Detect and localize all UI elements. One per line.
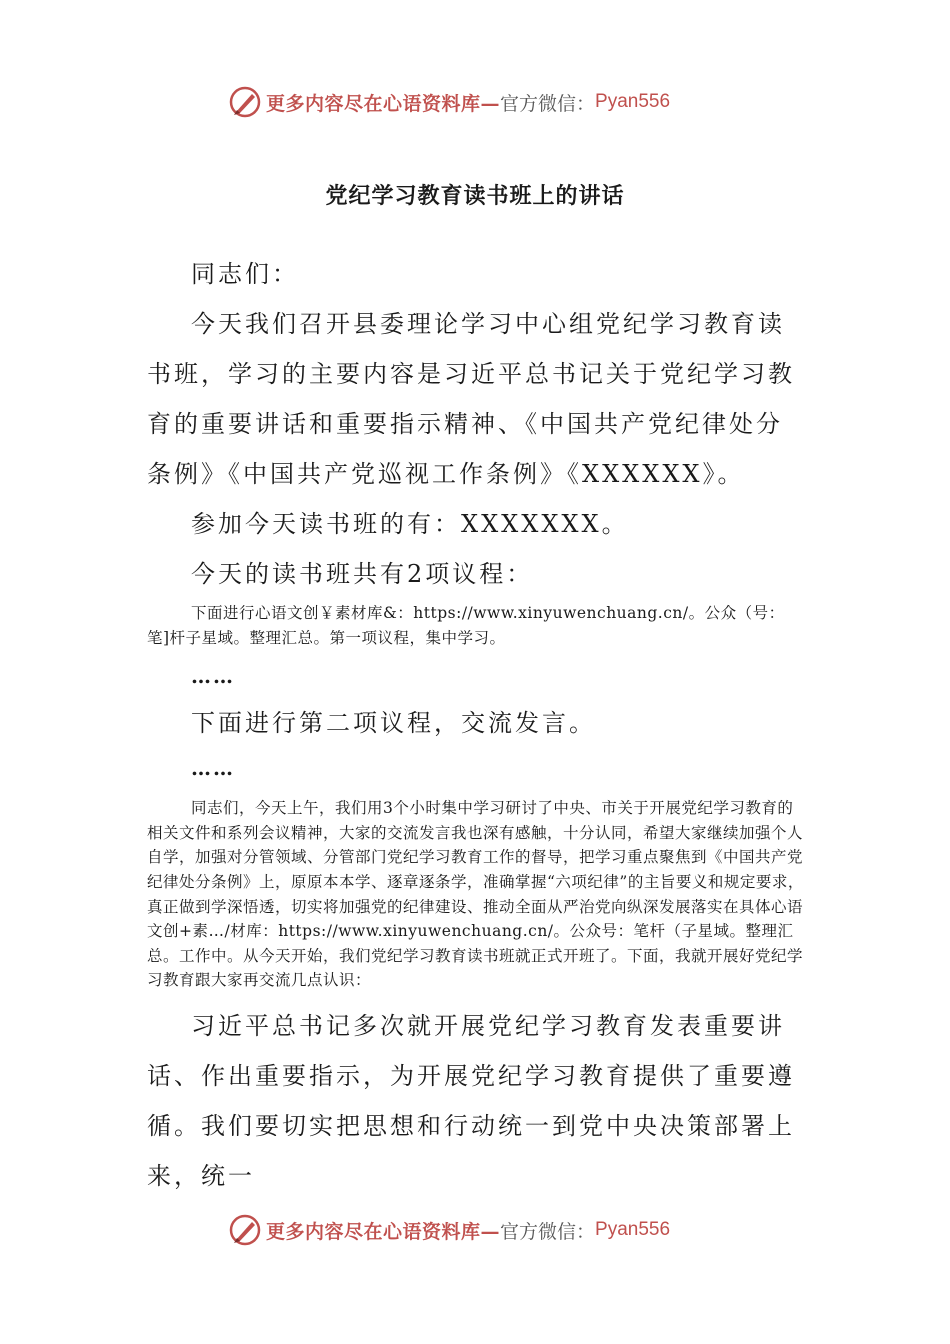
banner-text: 更多内容尽在心语资料库— bbox=[266, 1220, 501, 1243]
banner-text: 更多内容尽在心语资料库— bbox=[266, 92, 501, 115]
paragraph-7: 习近平总书记多次就开展党纪学习教育发表重要讲话、作出重要指示，为开展党纪学习教育提供了重要遵循。我们要切实把思想和行动统一到党中央决策部署上来，统一 bbox=[147, 1011, 795, 1190]
paragraph-6: 同志们，今天上午，我们用3个小时集中学习研讨了中央、市关于开展党纪学习教育的相关文件和系列会议精神，大家的交流发言我也深有感触，十分认同，希望大家继续加强个人自学，加强对分管领域、分管部门党纪学习教育工作的督导，把学习重点聚焦到《中国共产党纪律处分条例》上，原原本本学、逐章逐条学，准确掌握“六项纪律”的主旨要义和规定要求，真正做到学深悟透，切实将加强党的纪律建设、推动全面从严治党向纵深发展落实在具体心语文创+素…/材库：https://www.xinyuwenchuang.cn/。公众号：笔杆（子星域。整理汇总。工作中。从今天开始，我们党纪学习教育读书班就正式开班了。下面，我就开展好党纪学习教育跟大家再交流几点认识： bbox=[147, 799, 804, 990]
footer-banner bbox=[228, 1210, 670, 1250]
document-title: 党纪学习教育读书班上的讲话 bbox=[325, 184, 625, 209]
paragraph-3: 今天的读书班共有2项议程： bbox=[191, 560, 534, 588]
document-body bbox=[147, 249, 807, 1201]
pen-logo-icon bbox=[228, 85, 262, 119]
ellipsis-2: …… bbox=[191, 756, 235, 781]
paragraph-2: 参加今天读书班的有：XXXXXXX。 bbox=[191, 510, 629, 538]
banner-wechat-id: Pyan556 bbox=[595, 1219, 671, 1240]
paragraph-5: 下面进行第二项议程，交流发言。 bbox=[191, 709, 596, 738]
pen-logo-icon bbox=[228, 1213, 262, 1247]
salutation: 同志们： bbox=[191, 260, 299, 288]
ellipsis-1: …… bbox=[191, 664, 235, 689]
banner-wechat-label: 官方微信： bbox=[500, 92, 596, 115]
header-banner bbox=[228, 82, 670, 122]
banner-wechat-label: 官方微信： bbox=[500, 1220, 596, 1243]
paragraph-1: 今天我们召开县委理论学习中心组党纪学习教育读书班，学习的主要内容是习近平总书记关于党纪学习教育的重要讲话和重要指示精神、《中国共产党纪律处分条例》《中国共产党巡视工作条例》《XXXXXX》。 bbox=[147, 310, 795, 488]
banner-wechat-id: Pyan556 bbox=[595, 91, 671, 112]
paragraph-4: 下面进行心语文创￥素材库&：https://www.xinyuwenchuang.cn/。公众（号：笔]杆子星域。整理汇总。第一项议程，集中学习。 bbox=[147, 604, 785, 647]
